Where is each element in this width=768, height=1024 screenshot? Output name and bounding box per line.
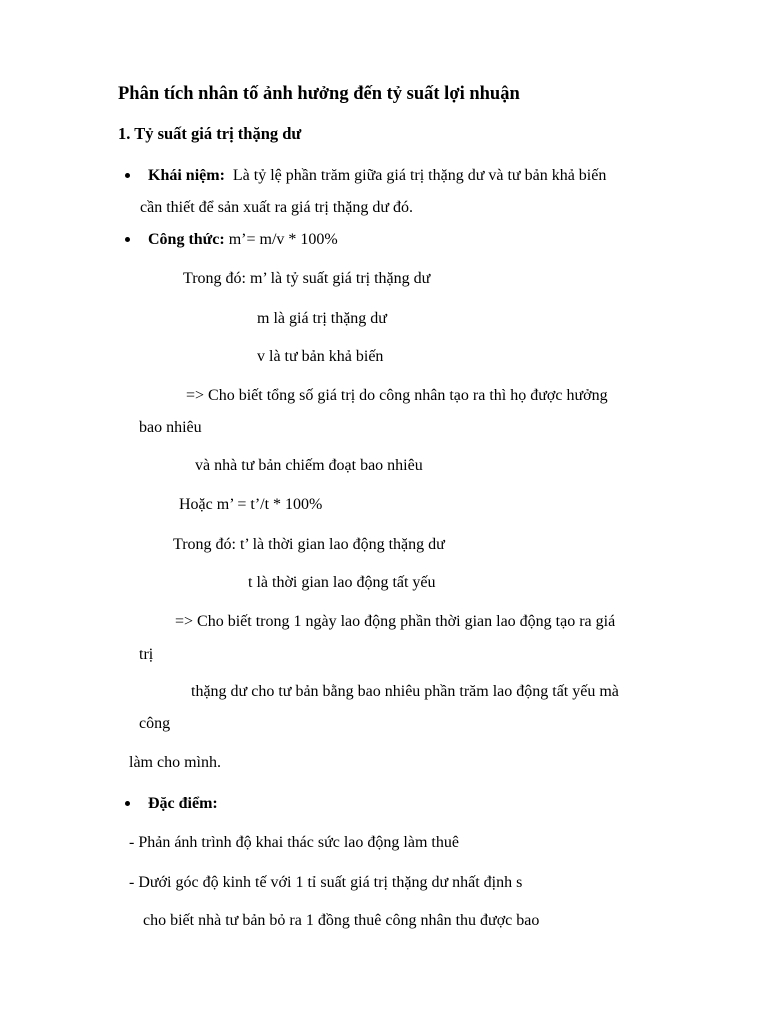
text-line: v là tư bản khả biến	[257, 348, 384, 365]
text-line: t là thời gian lao động tất yếu	[248, 574, 436, 591]
feature-item: cho biết nhà tư bản bỏ ra 1 đồng thuê công nhân thu được bao	[143, 912, 540, 929]
feature-item: - Phản ánh trình độ khai thác sức lao động làm thuê	[129, 834, 459, 851]
text-line: Trong đó: t’ là thời gian lao động thặng dư	[173, 536, 445, 553]
text-line: thặng dư cho tư bản bằng bao nhiêu phần trăm lao động tất yếu mà	[191, 683, 619, 700]
formula-line	[148, 230, 338, 250]
text-line: => Cho biết tổng số giá trị do công nhân tạo ra thì họ được hưởng	[186, 387, 608, 404]
concept-line	[148, 166, 606, 186]
bullet-dot	[125, 237, 130, 242]
concept-text: Là tỷ lệ phần trăm giữa giá trị thặng dư và tư bản khả biến	[232, 167, 607, 184]
text-line: trị	[139, 646, 154, 663]
bullet-dot	[125, 173, 130, 178]
bullet-dot	[125, 801, 130, 806]
text-line: công	[139, 715, 171, 732]
text-line: và nhà tư bản chiếm đoạt bao nhiêu	[195, 457, 423, 474]
formula-label: Công thức:	[148, 231, 225, 248]
formula-text: m’= m/v * 100%	[228, 231, 338, 248]
features-label: Đặc điểm:	[148, 795, 218, 812]
text-line: Trong đó: m’ là tỷ suất giá trị thặng dư	[183, 270, 431, 287]
feature-item: - Dưới góc độ kinh tế với 1 tỉ suất giá trị thặng dư nhất định s	[129, 874, 523, 891]
text-line: làm cho mình.	[129, 754, 221, 771]
text-line: bao nhiêu	[139, 419, 202, 436]
section-heading: 1. Tỷ suất giá trị thặng dư	[118, 124, 302, 143]
concept-text-cont: cần thiết để sản xuất ra giá trị thặng dư đó.	[140, 199, 414, 216]
concept-label: Khái niệm:	[148, 167, 225, 184]
text-line: Hoặc m’ = t’/t * 100%	[179, 496, 323, 513]
text-line: => Cho biết trong 1 ngày lao động phần thời gian lao động tạo ra giá	[175, 613, 616, 630]
text-line: m là giá trị thặng dư	[257, 310, 387, 327]
doc-title: Phân tích nhân tố ảnh hưởng đến tỷ suất lợi nhuận	[118, 84, 520, 104]
